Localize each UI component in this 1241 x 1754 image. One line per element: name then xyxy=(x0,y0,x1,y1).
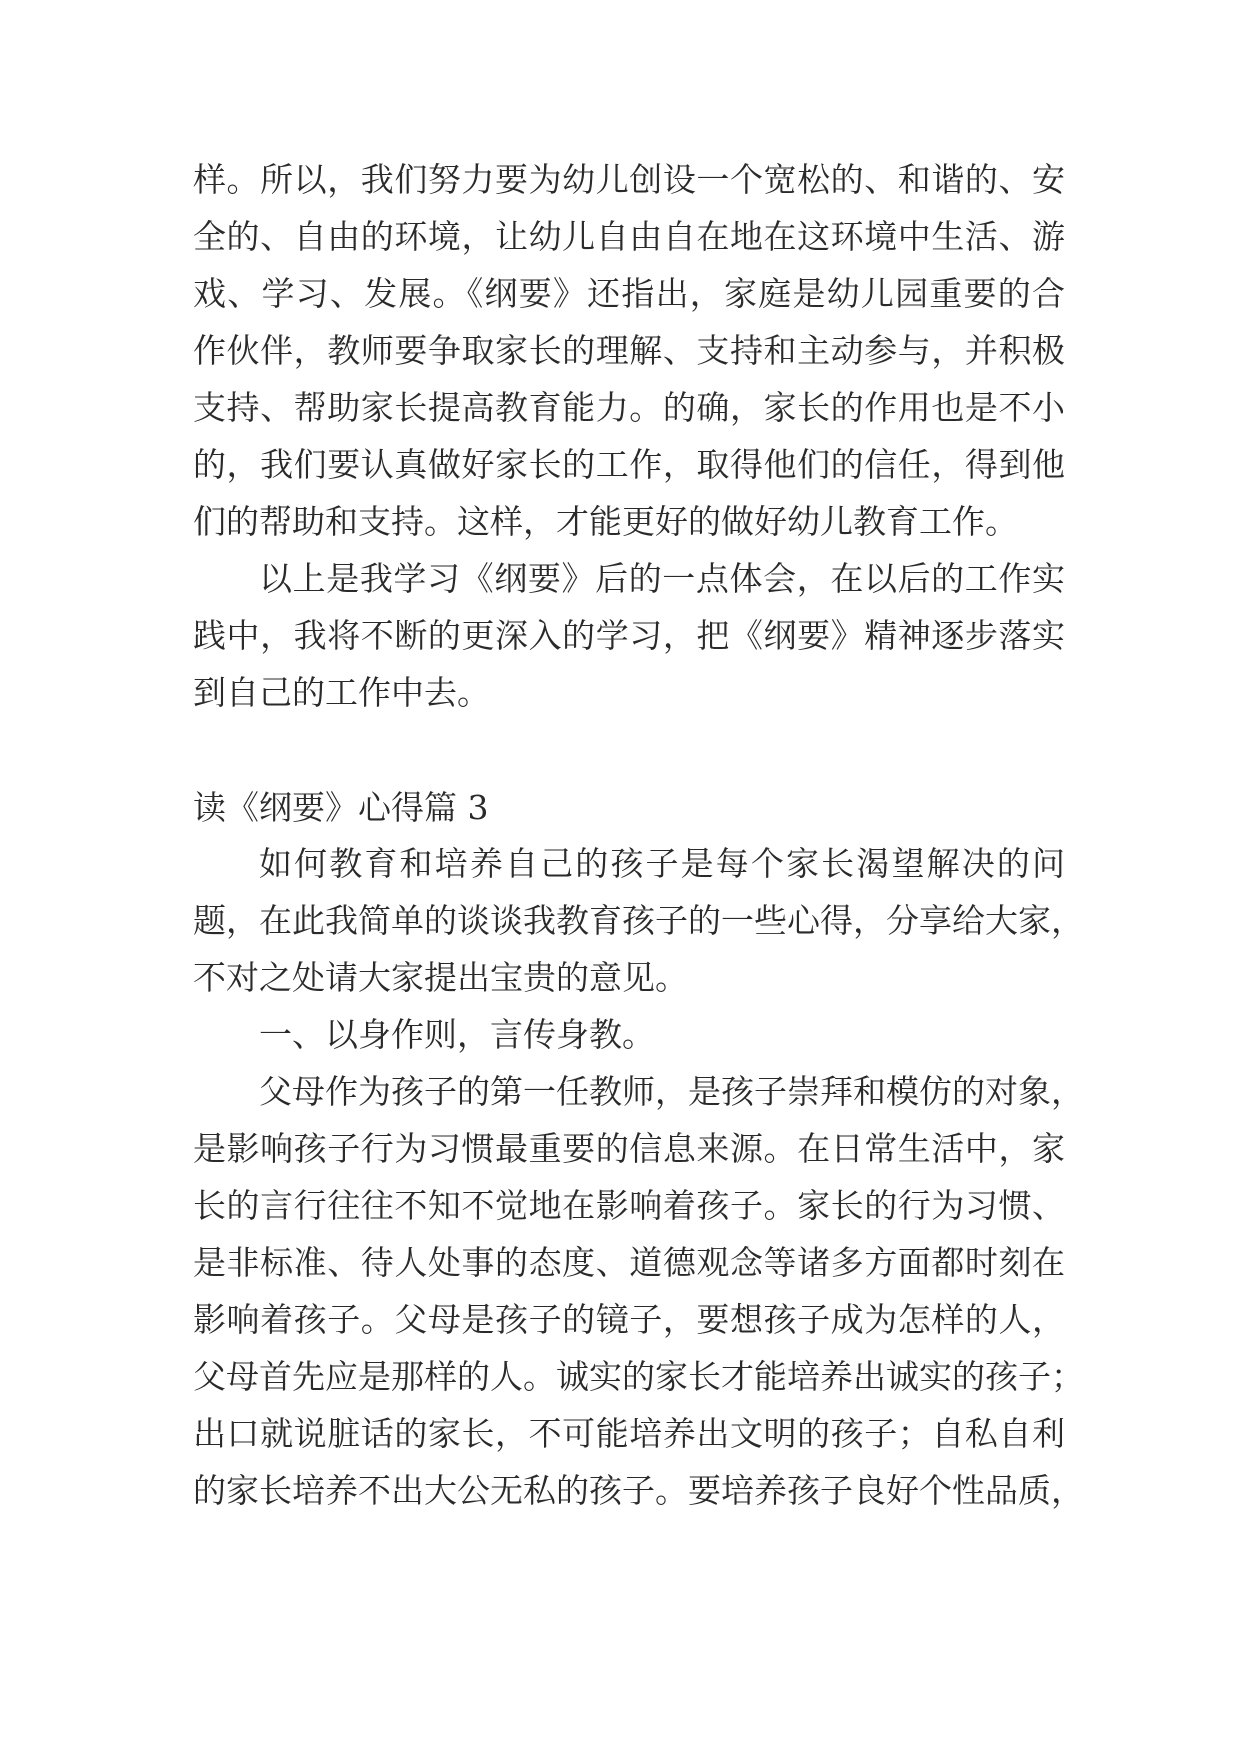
paragraph-line: 影响着孩子。父母是孩子的镜子，要想孩子成为怎样的人， xyxy=(193,1300,1065,1339)
paragraph-line: 长的言行往往不知不觉地在影响着孩子。家长的行为习惯、 xyxy=(193,1186,1065,1225)
paragraph-line: 一、以身作则，言传身教。 xyxy=(259,1015,655,1054)
paragraph-line: 父母作为孩子的第一任教师，是孩子崇拜和模仿的对象， xyxy=(259,1072,1084,1111)
section-heading: 读《纲要》心得篇 3 xyxy=(193,788,489,827)
paragraph-line: 践中，我将不断的更深入的学习，把《纲要》精神逐步落实 xyxy=(193,616,1065,655)
paragraph-line: 是非标准、待人处事的态度、道德观念等诸多方面都时刻在 xyxy=(193,1243,1065,1282)
paragraph-line: 父母首先应是那样的人。诚实的家长才能培养出诚实的孩子； xyxy=(193,1357,1084,1396)
paragraph-line: 支持、帮助家长提高教育能力。的确，家长的作用也是不小 xyxy=(193,388,1065,427)
paragraph-line: 题，在此我简单的谈谈我教育孩子的一些心得，分享给大家， xyxy=(193,901,1084,940)
paragraph-line: 不对之处请大家提出宝贵的意见。 xyxy=(193,958,688,997)
paragraph-line: 的家长培养不出大公无私的孩子。要培养孩子良好个性品质， xyxy=(193,1471,1084,1510)
paragraph-line: 以上是我学习《纲要》后的一点体会，在以后的工作实 xyxy=(259,559,1065,598)
paragraph-line: 是影响孩子行为习惯最重要的信息来源。在日常生活中，家 xyxy=(193,1129,1065,1168)
paragraph-line: 戏、学习、发展。《纲要》还指出，家庭是幼儿园重要的合 xyxy=(193,274,1065,313)
paragraph-line: 出口就说脏话的家长，不可能培养出文明的孩子；自私自利 xyxy=(193,1414,1065,1453)
paragraph-line: 们的帮助和支持。这样，才能更好的做好幼儿教育工作。 xyxy=(193,502,1018,541)
paragraph-line: 样。所以，我们努力要为幼儿创设一个宽松的、和谐的、安 xyxy=(193,160,1065,199)
paragraph-line: 作伙伴，教师要争取家长的理解、支持和主动参与，并积极 xyxy=(193,331,1065,370)
paragraph-line: 如何教育和培养自己的孩子是每个家长渴望解决的问 xyxy=(259,844,1065,883)
paragraph-line: 全的、自由的环境，让幼儿自由自在地在这环境中生活、游 xyxy=(193,217,1065,256)
paragraph-line: 到自己的工作中去。 xyxy=(193,673,490,712)
paragraph-line: 的，我们要认真做好家长的工作，取得他们的信任，得到他 xyxy=(193,445,1065,484)
